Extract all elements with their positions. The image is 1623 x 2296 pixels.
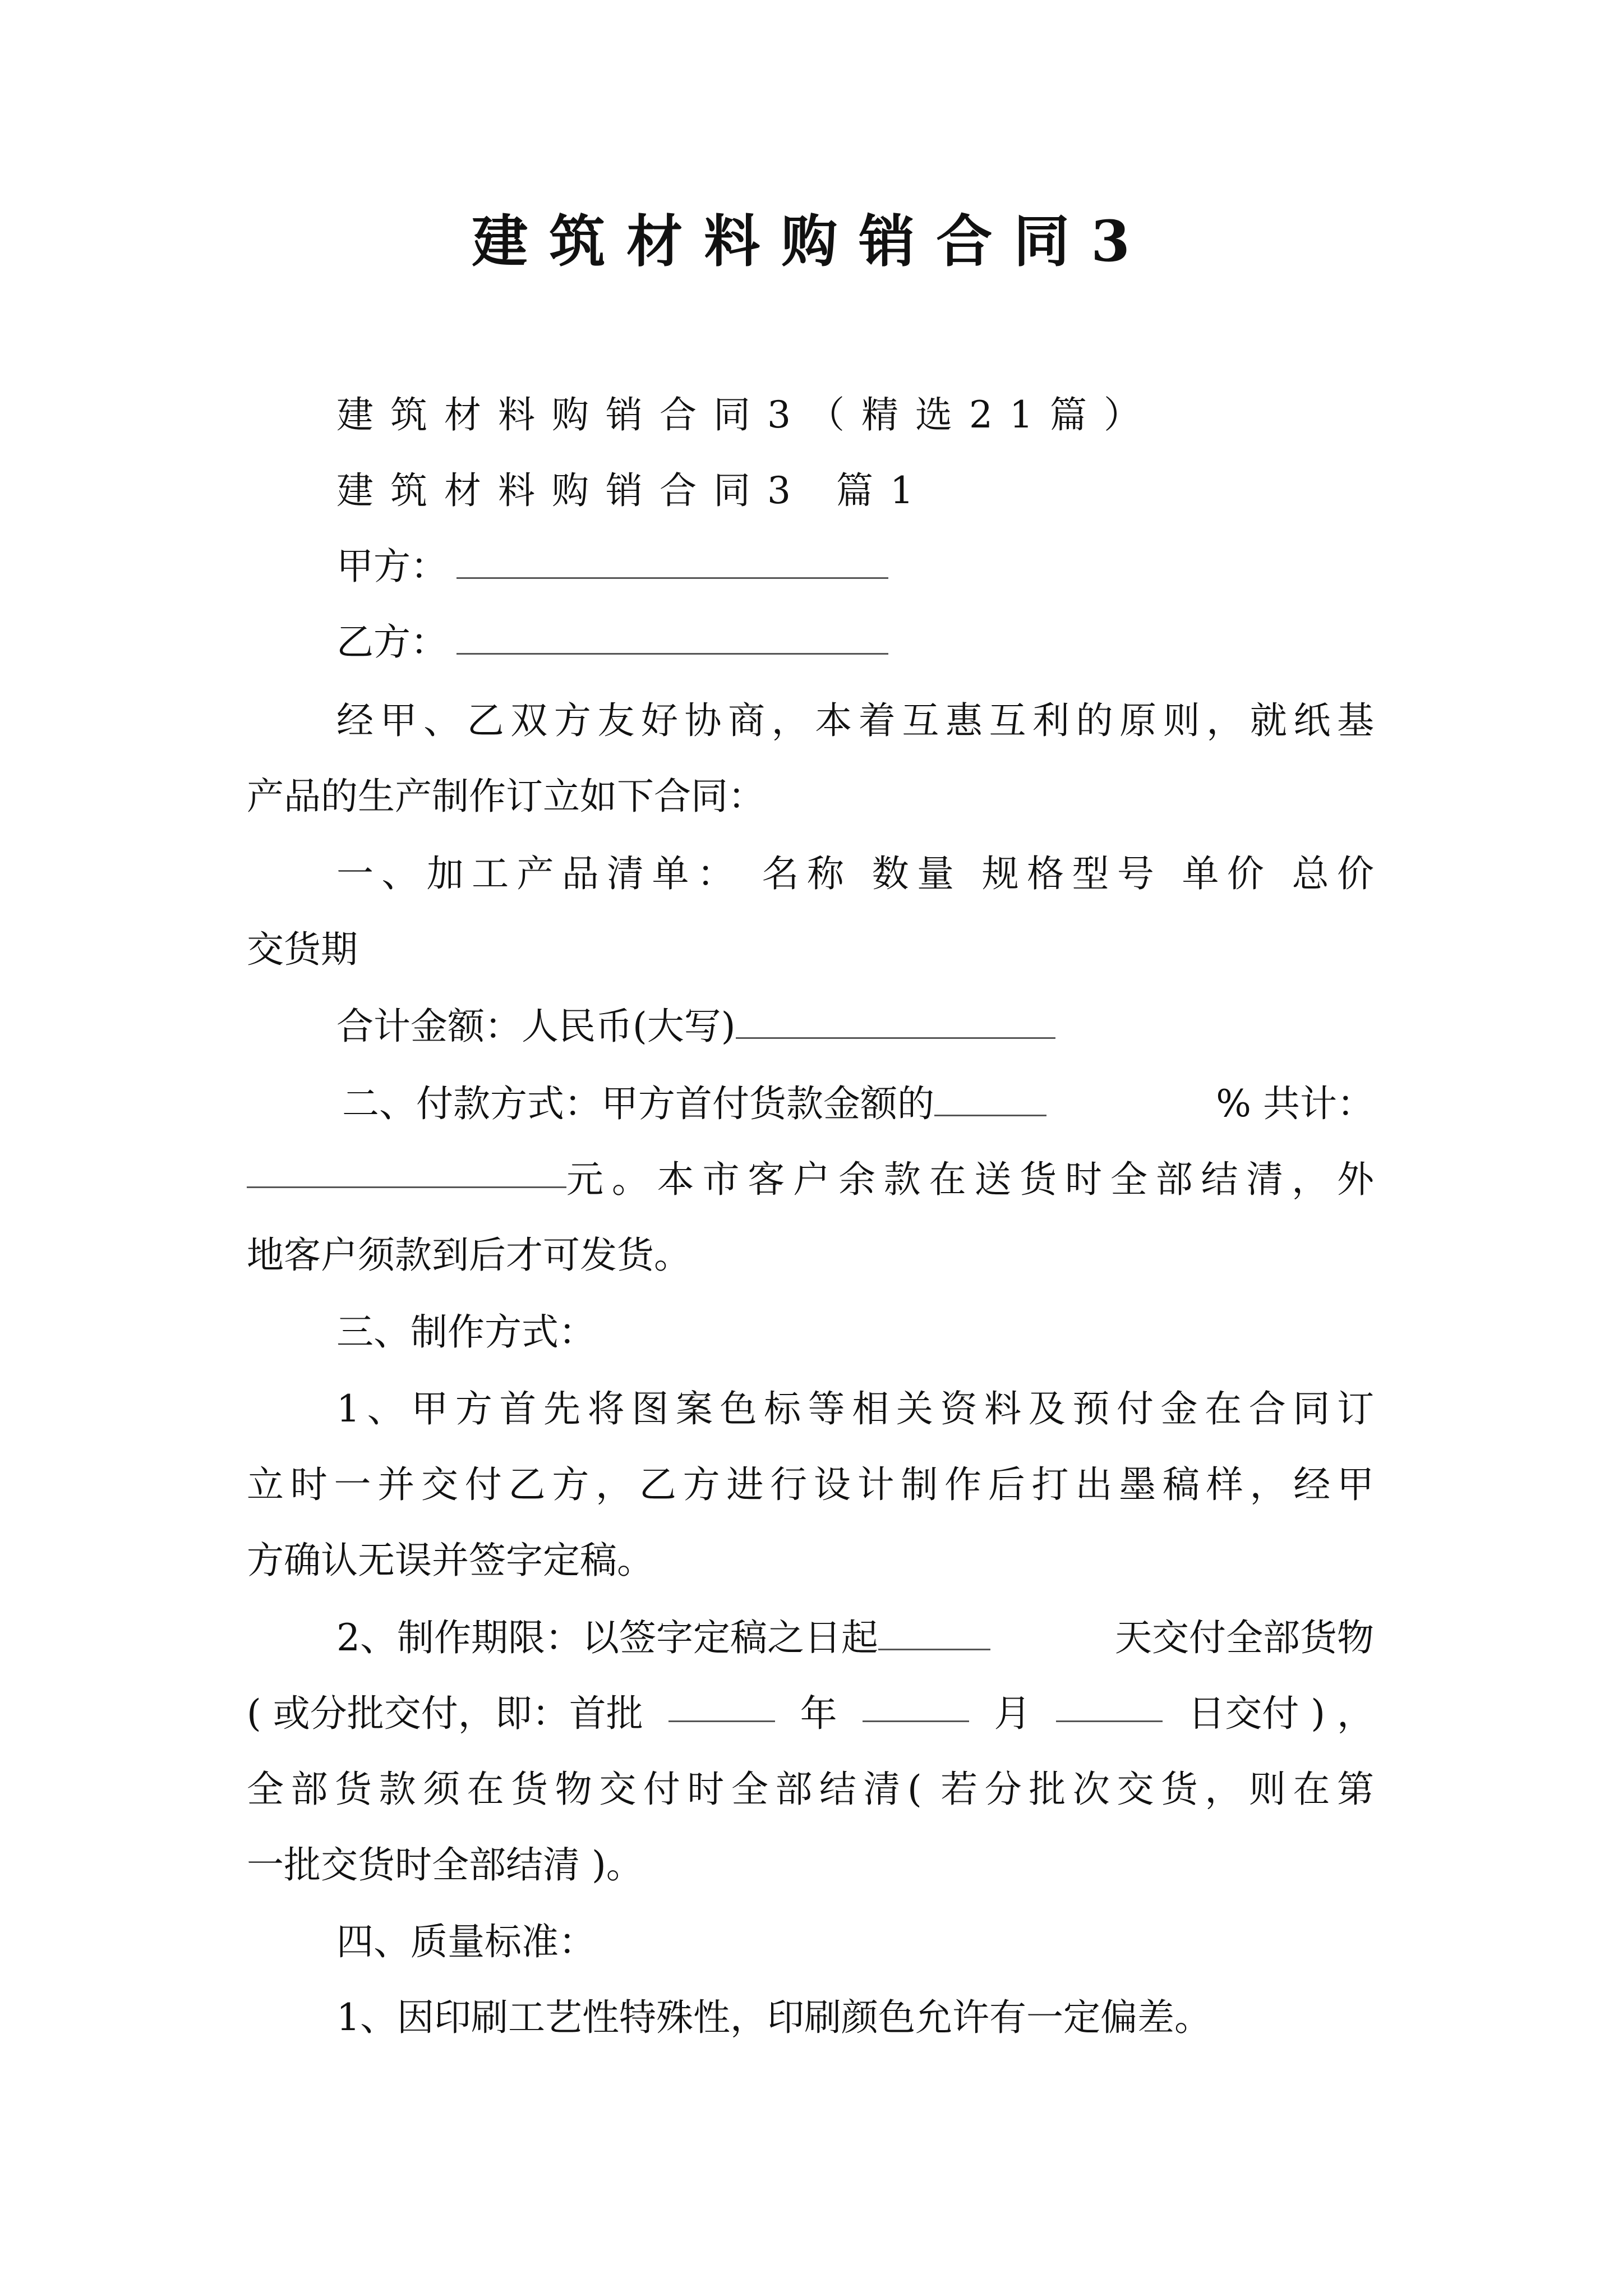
total-amount-blank xyxy=(736,1002,1055,1039)
intro-line-1: 经甲、乙双方友好协商，本着互惠互利的原则，就纸基 xyxy=(336,699,1374,742)
item1-line-2: 交货期 xyxy=(247,928,358,971)
item1-line-1: 一、加工产品清单： 名称 数量 规格型号 单价 总价 xyxy=(336,852,1374,895)
item3-1-line-2: 立时一并交付乙方，乙方进行设计制作后打出墨稿样，经甲 xyxy=(247,1463,1374,1506)
first-batch-day-blank xyxy=(1056,1686,1163,1722)
first-batch-month-blank xyxy=(863,1686,969,1722)
intro-line-2: 产品的生产制作订立如下合同： xyxy=(247,775,765,818)
payment-text-2: % 共计： xyxy=(1216,1082,1374,1125)
item3-2-line-2 xyxy=(247,1686,1374,1742)
section-heading: 建筑材料购销合同3 篇1 xyxy=(336,469,930,512)
first-batch-year-blank xyxy=(668,1686,775,1722)
party-a-blank xyxy=(457,542,888,579)
year-label: 年 xyxy=(800,1692,837,1735)
item3-2-line-3: 全部货款须在货物交付时全部结清( 若分批次交货，则在第 xyxy=(247,1768,1374,1811)
party-b-blank xyxy=(457,618,888,655)
payment-line-2-text: 元。本市客户余款在送货时全部结清，外 xyxy=(566,1158,1374,1201)
party-b-label: 乙方： xyxy=(336,620,448,664)
total-amount-label: 合计金额：人民币(大写) xyxy=(336,1005,736,1048)
item3-2-text-1: 2、制作期限：以签字定稿之日起 xyxy=(336,1610,990,1666)
payment-line-3: 地客户须款到后才可发货。 xyxy=(247,1234,691,1277)
payment-line-2 xyxy=(247,1152,1374,1208)
item3-2-line-2-a: ( 或分批交付，即：首批 xyxy=(247,1692,643,1735)
item4-1: 1、因印刷工艺性特殊性，印刷颜色允许有一定偏差。 xyxy=(336,1996,1211,2039)
item3-2-line-4: 一批交货时全部结清 )。 xyxy=(247,1843,643,1887)
payment-total-blank xyxy=(247,1152,566,1188)
payment-percent-blank xyxy=(934,1080,1046,1116)
item3-heading: 三、制作方式： xyxy=(336,1310,596,1354)
month-label: 月 xyxy=(994,1692,1031,1735)
party-a-line xyxy=(336,539,888,595)
item3-1-line-1: 1、甲方首先将图案色标等相关资料及预付金在合同订 xyxy=(336,1387,1374,1430)
item3-2-text-2: 天交付全部货物 xyxy=(1115,1616,1374,1659)
delivery-days-blank xyxy=(878,1614,990,1650)
item3-2-line-1 xyxy=(336,1610,1374,1666)
payment-text-1: 二、付款方式：甲方首付货款金额的 xyxy=(342,1076,1046,1132)
document-title: 建筑材料购销合同3 xyxy=(472,208,1151,274)
document-subtitle: 建筑材料购销合同3（精选21篇） xyxy=(336,393,1158,436)
item3-1-line-3: 方确认无误并签字定稿。 xyxy=(247,1539,654,1582)
party-a-label: 甲方： xyxy=(336,545,448,588)
party-b-line xyxy=(336,614,888,670)
item4-heading: 四、质量标准： xyxy=(336,1920,596,1963)
item3-2-line-2-d: 日交付 ) ， xyxy=(1188,1692,1374,1735)
total-amount-line xyxy=(336,999,1055,1055)
payment-line-1 xyxy=(342,1076,1374,1132)
